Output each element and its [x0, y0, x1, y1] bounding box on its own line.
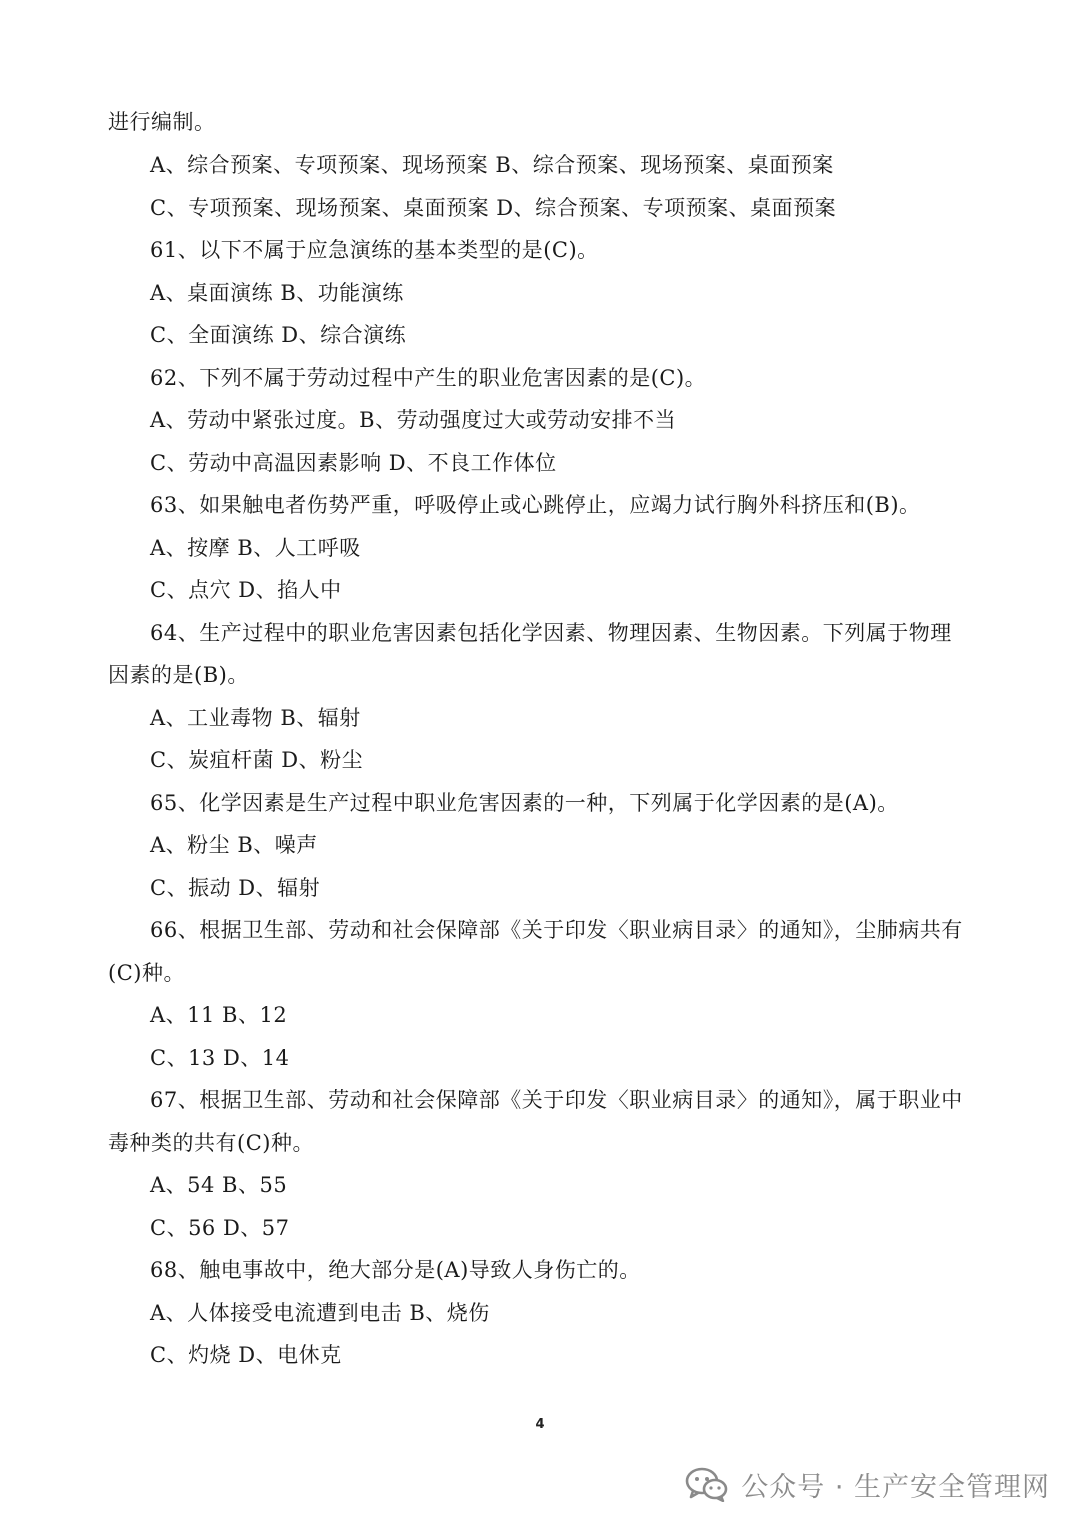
text-line: A、工业毒物 B、辐射	[150, 706, 361, 730]
text-line: A、劳动中紧张过度。B、劳动强度过大或劳动安排不当	[150, 408, 677, 432]
text-line: A、粉尘 B、噪声	[150, 833, 318, 857]
text-line: A、桌面演练 B、功能演练	[150, 281, 404, 305]
question-67: 67、根据卫生部、劳动和社会保障部《关于印发〈职业病目录〉的通知》，属于职业中	[150, 1088, 963, 1112]
watermark-text: 公众号 · 生产安全管理网	[741, 1471, 1050, 1503]
question-65: 65、化学因素是生产过程中职业危害因素的一种，下列属于化学因素的是(A)。	[150, 791, 899, 815]
text-line: C、专项预案、现场预案、桌面预案 D、综合预案、专项预案、桌面预案	[150, 196, 837, 220]
text-line: 进行编制。	[108, 110, 216, 134]
question-61: 61、以下不属于应急演练的基本类型的是(C)。	[150, 238, 599, 262]
watermark	[685, 1462, 1050, 1506]
question-64: 64、生产过程中的职业危害因素包括化学因素、物理因素、生物因素。下列属于物理	[150, 621, 952, 645]
text-line: C、全面演练 D、综合演练	[150, 323, 407, 347]
text-line: 毒种类的共有(C)种。	[108, 1131, 314, 1155]
text-line: C、56 D、57	[150, 1216, 290, 1240]
text-line: A、按摩 B、人工呼吸	[150, 536, 361, 560]
text-line: C、劳动中高温因素影响 D、不良工作体位	[150, 451, 557, 475]
question-68: 68、触电事故中，绝大部分是(A)导致人身伤亡的。	[150, 1258, 641, 1282]
text-line: C、13 D、14	[150, 1046, 290, 1070]
question-62: 62、下列不属于劳动过程中产生的职业危害因素的是(C)。	[150, 366, 707, 390]
question-66: 66、根据卫生部、劳动和社会保障部《关于印发〈职业病目录〉的通知》，尘肺病共有	[150, 918, 963, 942]
text-line: A、11 B、12	[150, 1003, 288, 1027]
text-line: C、炭疽杆菌 D、粉尘	[150, 748, 364, 772]
text-line: C、点穴 D、掐人中	[150, 578, 342, 602]
text-line: A、综合预案、专项预案、现场预案 B、综合预案、现场预案、桌面预案	[150, 153, 834, 177]
page-number: 4	[535, 1417, 545, 1432]
text-line: 因素的是(B)。	[108, 663, 249, 687]
question-63: 63、如果触电者伤势严重，呼吸停止或心跳停止，应竭力试行胸外科挤压和(B)。	[150, 493, 921, 517]
text-line: C、振动 D、辐射	[150, 876, 321, 900]
text-line: A、人体接受电流遭到电击 B、烧伤	[150, 1301, 490, 1325]
text-line: A、54 B、55	[150, 1173, 288, 1197]
wechat-icon	[685, 1466, 729, 1502]
text-line: (C)种。	[108, 961, 185, 985]
text-line: C、灼烧 D、电休克	[150, 1343, 342, 1367]
